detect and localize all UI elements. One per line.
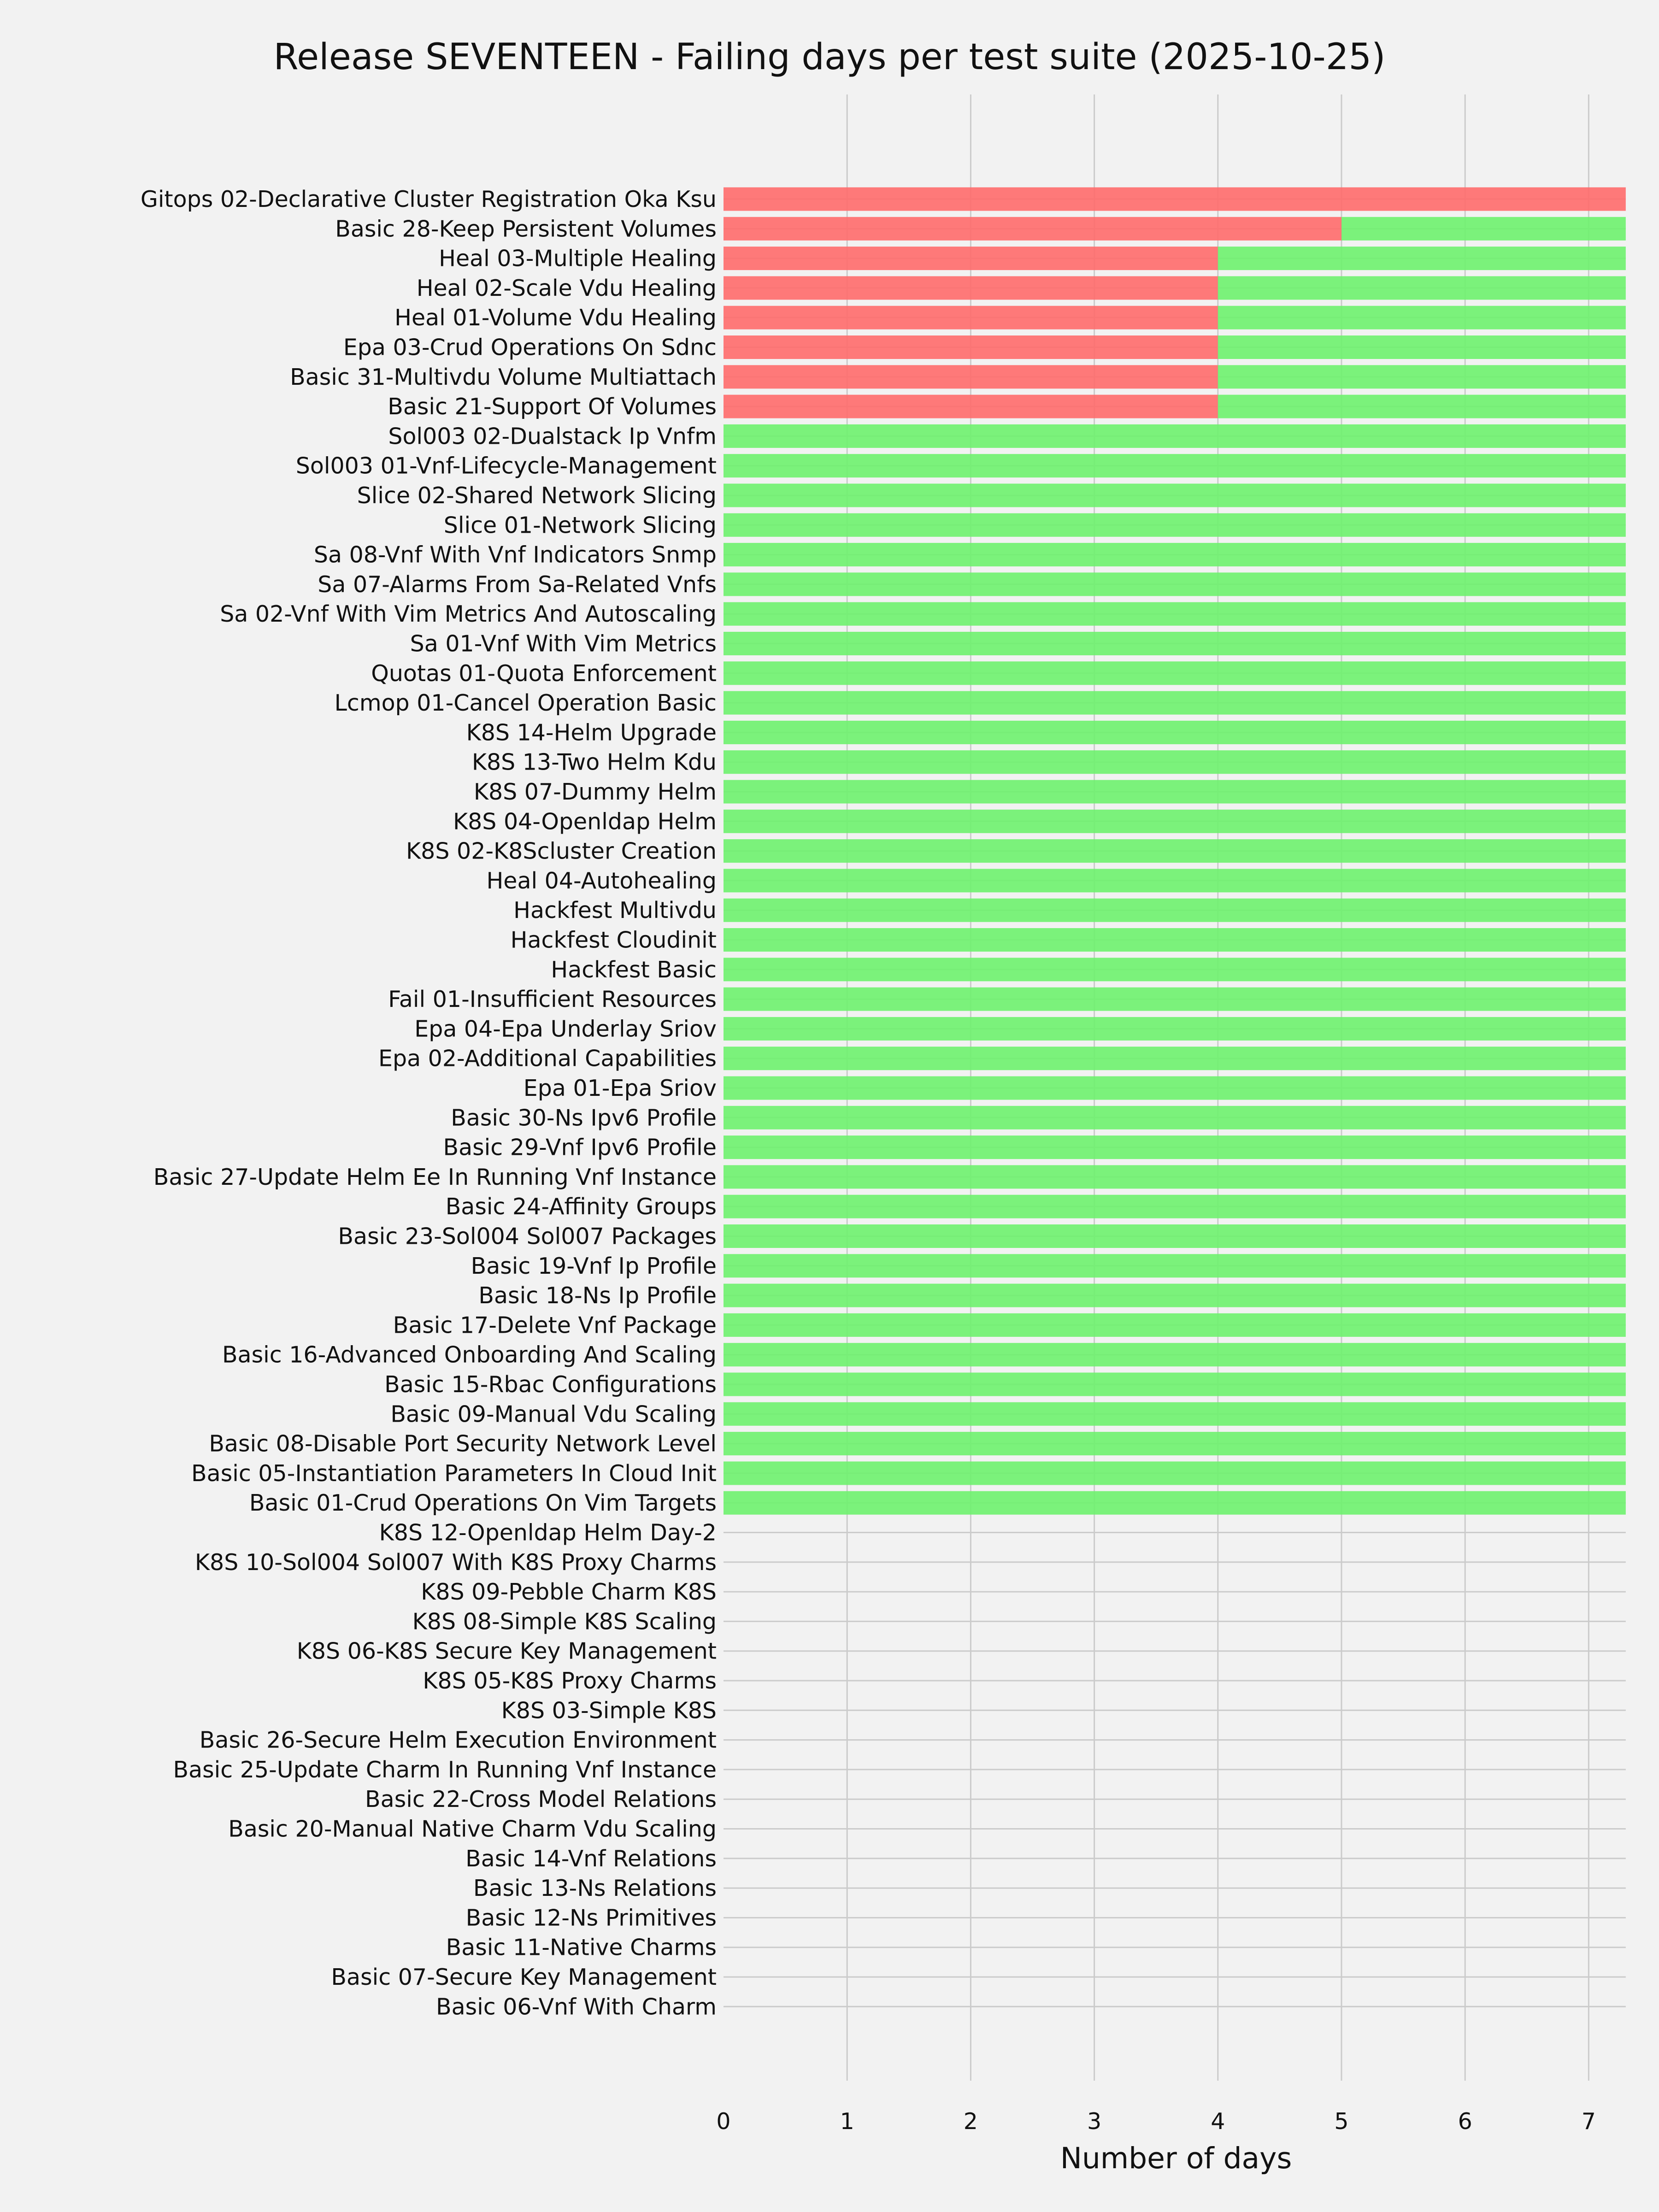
bar-segment bbox=[724, 602, 1626, 626]
x-tick-label: 4 bbox=[1211, 2108, 1225, 2135]
y-tick-label: Hackfest Multivdu bbox=[513, 897, 717, 924]
bar-segment bbox=[724, 1432, 1626, 1455]
y-tick-label: Heal 04-Autohealing bbox=[486, 867, 717, 894]
y-tick-label: K8S 12-Openldap Helm Day-2 bbox=[379, 1519, 717, 1546]
y-tick-label: Basic 29-Vnf Ipv6 Profile bbox=[443, 1134, 717, 1161]
bars bbox=[724, 188, 1626, 1515]
y-tick-label: Basic 20-Manual Native Charm Vdu Scaling bbox=[228, 1816, 717, 1842]
bar-segment bbox=[724, 928, 1626, 952]
y-tick-label: Sa 02-Vnf With Vim Metrics And Autoscaling bbox=[220, 601, 717, 628]
bar-segment bbox=[1218, 395, 1626, 418]
y-tick-label: K8S 07-Dummy Helm bbox=[473, 779, 717, 805]
bar-segment bbox=[724, 1106, 1626, 1130]
bar-segment bbox=[724, 1402, 1626, 1426]
y-tick-label: Slice 02-Shared Network Slicing bbox=[357, 482, 717, 509]
bar-segment bbox=[724, 484, 1626, 507]
y-tick-label: Sa 01-Vnf With Vim Metrics bbox=[410, 630, 717, 657]
y-tick-label: Quotas 01-Quota Enforcement bbox=[371, 660, 717, 687]
y-tick-label: Gitops 02-Declarative Cluster Registration Oka Ksu bbox=[140, 186, 717, 212]
y-tick-label: Hackfest Cloudinit bbox=[510, 927, 717, 953]
bar-segment bbox=[724, 1135, 1626, 1159]
y-tick-label: Basic 09-Manual Vdu Scaling bbox=[390, 1401, 717, 1428]
y-tick-label: Basic 24-Affinity Groups bbox=[445, 1194, 717, 1220]
y-tick-label: Basic 19-Vnf Ip Profile bbox=[471, 1253, 717, 1279]
y-tick-label: K8S 06-K8S Secure Key Management bbox=[296, 1638, 717, 1665]
bar-segment bbox=[724, 810, 1626, 833]
bar-segment bbox=[724, 780, 1626, 804]
x-tick-label: 0 bbox=[716, 2108, 731, 2135]
y-tick-label: Basic 28-Keep Persistent Volumes bbox=[335, 216, 717, 242]
bar-segment bbox=[724, 1373, 1626, 1396]
y-tick-label: K8S 05-K8S Proxy Charms bbox=[423, 1668, 717, 1694]
x-tick-label: 2 bbox=[963, 2108, 978, 2135]
y-tick-label: Basic 06-Vnf With Charm bbox=[435, 1994, 717, 2020]
x-tick-label: 6 bbox=[1458, 2108, 1472, 2135]
bar-segment bbox=[724, 750, 1626, 774]
y-tick-label: Basic 30-Ns Ipv6 Profile bbox=[451, 1105, 717, 1131]
y-tick-label: Epa 01-Epa Sriov bbox=[523, 1075, 717, 1101]
y-tick-label: Basic 17-Delete Vnf Package bbox=[393, 1312, 717, 1339]
y-tick-label: Basic 31-Multivdu Volume Multiattach bbox=[290, 364, 717, 390]
bar-segment bbox=[724, 454, 1626, 477]
y-tick-label: Sa 07-Alarms From Sa-Related Vnfs bbox=[318, 571, 717, 598]
y-tick-label: Heal 03-Multiple Healing bbox=[439, 245, 717, 272]
y-tick-label: Sa 08-Vnf With Vnf Indicators Snmp bbox=[313, 541, 717, 568]
bar-segment bbox=[724, 395, 1218, 418]
y-tick-label: K8S 13-Two Helm Kdu bbox=[471, 749, 717, 776]
y-tick-label: Slice 01-Network Slicing bbox=[443, 512, 717, 539]
bar-segment bbox=[724, 1224, 1626, 1248]
y-tick-label: Basic 27-Update Helm Ee In Running Vnf Instance bbox=[153, 1164, 717, 1190]
bar-segment bbox=[724, 188, 1626, 211]
y-tick-label: Epa 03-Crud Operations On Sdnc bbox=[343, 334, 717, 361]
y-tick-label: K8S 14-Helm Upgrade bbox=[466, 719, 717, 746]
bar-segment bbox=[1218, 365, 1626, 388]
x-axis-label: Number of days bbox=[1060, 2141, 1292, 2175]
bar-segment bbox=[1218, 335, 1626, 359]
y-tick-label: Basic 14-Vnf Relations bbox=[465, 1845, 717, 1872]
bar-segment bbox=[724, 1284, 1626, 1307]
y-tick-label: Basic 25-Update Charm In Running Vnf Instance bbox=[173, 1756, 717, 1783]
y-tick-label: Epa 04-Epa Underlay Sriov bbox=[414, 1016, 717, 1042]
y-tick-label: Basic 15-Rbac Configurations bbox=[384, 1371, 717, 1398]
bar-segment bbox=[724, 572, 1626, 596]
y-tick-label: Hackfest Basic bbox=[551, 956, 717, 983]
bar-segment bbox=[724, 632, 1626, 655]
y-tick-label: Epa 02-Additional Capabilities bbox=[378, 1045, 717, 1072]
bar-segment bbox=[724, 513, 1626, 537]
bar-segment bbox=[724, 1195, 1626, 1218]
bar-segment bbox=[724, 869, 1626, 892]
y-tick-label: Fail 01-Insufficient Resources bbox=[388, 986, 717, 1013]
y-tick-label: Basic 08-Disable Port Security Network Level bbox=[209, 1430, 717, 1457]
y-tick-label: Basic 23-Sol004 Sol007 Packages bbox=[338, 1223, 717, 1250]
bar-segment bbox=[724, 988, 1626, 1011]
y-tick-label: Basic 12-Ns Primitives bbox=[465, 1905, 717, 1931]
bar-segment bbox=[724, 899, 1626, 922]
y-tick-label: Basic 01-Crud Operations On Vim Targets bbox=[249, 1490, 717, 1517]
x-tick-label: 3 bbox=[1087, 2108, 1102, 2135]
bar-segment bbox=[724, 306, 1218, 329]
x-tick-label: 1 bbox=[840, 2108, 854, 2135]
bar-segment bbox=[724, 1017, 1626, 1041]
bar-segment bbox=[724, 1077, 1626, 1100]
y-tick-label: Basic 21-Support Of Volumes bbox=[388, 394, 717, 420]
bar-segment bbox=[1218, 306, 1626, 329]
bar-segment bbox=[724, 276, 1218, 300]
y-tick-label: K8S 04-Openldap Helm bbox=[453, 808, 717, 835]
bar-segment bbox=[1218, 276, 1626, 300]
bar-segment bbox=[724, 721, 1626, 744]
bar-segment bbox=[724, 247, 1218, 270]
y-tick-label: Basic 05-Instantiation Parameters In Cloud Init bbox=[191, 1460, 717, 1487]
y-tick-label: Lcmop 01-Cancel Operation Basic bbox=[334, 690, 717, 717]
bar-segment bbox=[724, 1343, 1626, 1366]
y-tick-label: Basic 18-Ns Ip Profile bbox=[478, 1282, 717, 1309]
y-tick-label: Basic 07-Secure Key Management bbox=[331, 1964, 717, 1990]
bar-segment bbox=[724, 1491, 1626, 1515]
bar-segment bbox=[1341, 217, 1626, 241]
x-tick-label: 5 bbox=[1334, 2108, 1349, 2135]
y-tick-label: Basic 16-Advanced Onboarding And Scaling bbox=[222, 1341, 717, 1368]
bar-segment bbox=[724, 365, 1218, 388]
bar-segment bbox=[724, 1313, 1626, 1337]
bar-segment bbox=[724, 661, 1626, 685]
chart-title: Release SEVENTEEN - Failing days per test suite (2025-10-25) bbox=[273, 36, 1386, 78]
bar-segment bbox=[724, 1461, 1626, 1485]
y-tick-label: Sol003 02-Dualstack Ip Vnfm bbox=[388, 423, 717, 450]
x-tick-label: 7 bbox=[1581, 2108, 1596, 2135]
bar-segment bbox=[724, 1254, 1626, 1277]
bar-segment bbox=[724, 691, 1626, 715]
y-tick-label: K8S 09-Pebble Charm K8S bbox=[421, 1579, 717, 1606]
bar-segment bbox=[724, 543, 1626, 566]
y-tick-label: Basic 13-Ns Relations bbox=[473, 1875, 717, 1902]
bar-segment bbox=[724, 335, 1218, 359]
y-tick-label: Basic 26-Secure Helm Execution Environment bbox=[199, 1727, 717, 1753]
y-tick-label: Heal 02-Scale Vdu Healing bbox=[416, 275, 717, 301]
bar-segment bbox=[1218, 247, 1626, 270]
bar-segment bbox=[724, 958, 1626, 981]
y-tick-label: Basic 11-Native Charms bbox=[446, 1934, 717, 1961]
bar-segment bbox=[724, 424, 1626, 448]
y-tick-label: K8S 03-Simple K8S bbox=[501, 1697, 717, 1724]
y-tick-label: K8S 08-Simple K8S Scaling bbox=[412, 1608, 717, 1635]
bar-segment bbox=[724, 1165, 1626, 1188]
y-tick-label: Sol003 01-Vnf-Lifecycle-Management bbox=[295, 453, 717, 479]
bar-segment bbox=[724, 839, 1626, 863]
y-tick-label: Basic 22-Cross Model Relations bbox=[365, 1786, 717, 1813]
bar-segment bbox=[724, 1047, 1626, 1070]
bar-segment bbox=[724, 217, 1341, 241]
y-tick-label: Heal 01-Volume Vdu Healing bbox=[394, 305, 717, 331]
y-tick-label: K8S 02-K8Scluster Creation bbox=[406, 838, 717, 865]
y-tick-label: K8S 10-Sol004 Sol007 With K8S Proxy Charms bbox=[194, 1549, 717, 1576]
